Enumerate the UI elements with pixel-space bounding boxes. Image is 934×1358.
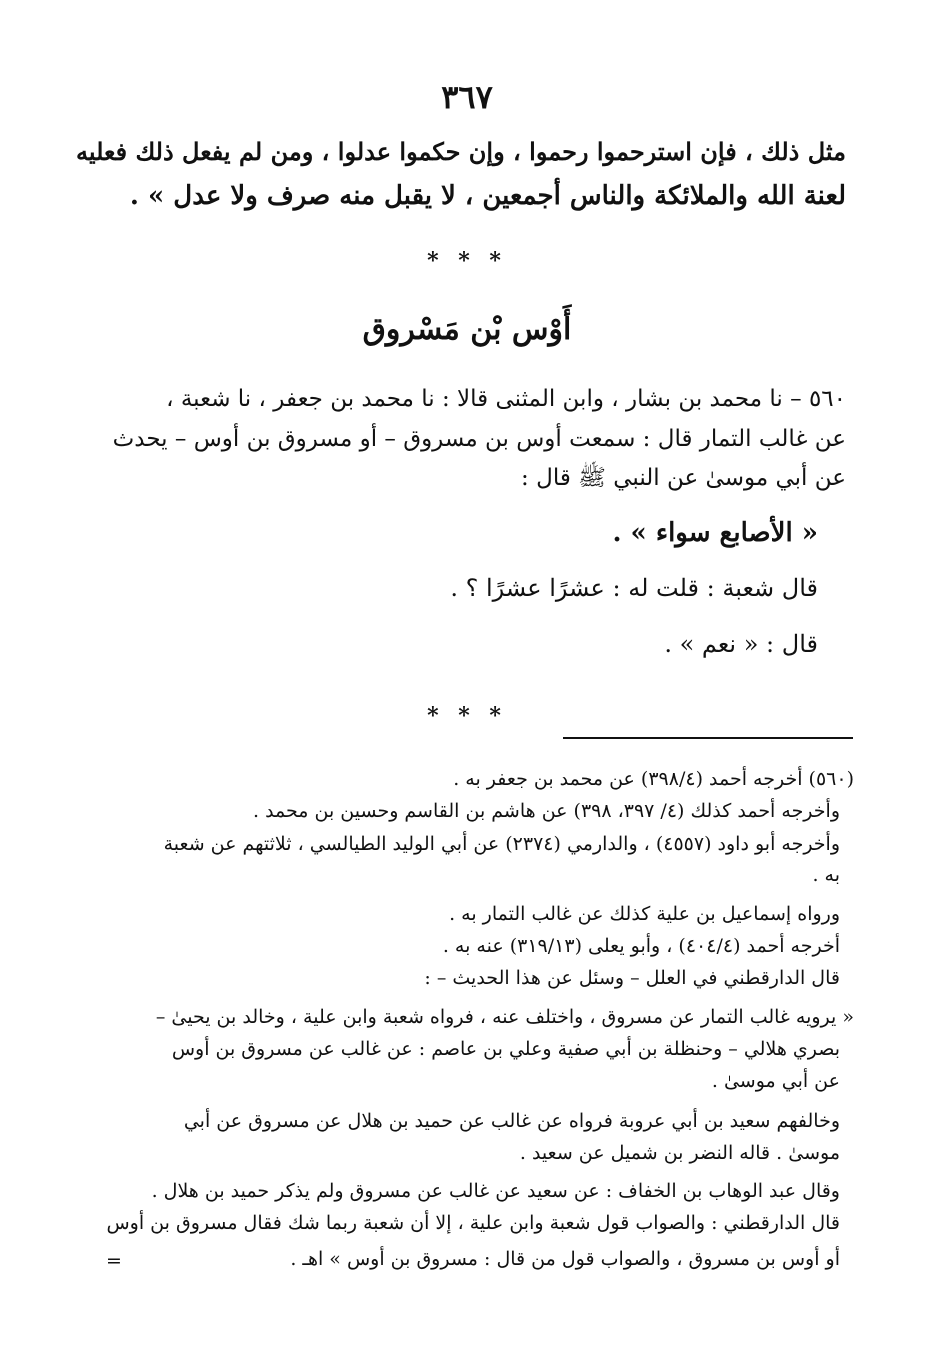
separator-stars-1: * * *	[427, 248, 507, 274]
hadith-quote: « الأصابع سواء » .	[612, 518, 818, 548]
footnote-line-15: أو أوس بن مسروق ، والصواب قول من قال : مسروق بن أوس » اهـ .	[290, 1248, 840, 1270]
section-title: أَوْس بْن مَسْروق	[362, 312, 572, 347]
footnote-line-6: أخرجه أحمد (٤٠٤/٤) ، وأبو يعلى (٣١٩/١٣) عنه به .	[442, 935, 840, 957]
footnote-line-13: وقال عبد الوهاب بن الخفاف : عن سعيد عن غالب عن مسروق ولم يذكر حميد بن هلال .	[151, 1180, 840, 1202]
footnote-line-11: وخالفهم سعيد بن أبي عروبة فرواه عن غالب عن حميد بن هلال عن مسروق عن أبي	[183, 1110, 840, 1132]
footnote-line-8: « يرويه غالب التمار عن مسروق ، واختلف عنه ، فرواه شعبة وابن علية ، وخالد بن يحيىٰ –	[155, 1006, 854, 1028]
footnote-line-9: بصري هلالي – وحنظلة بن أبي صفية وعلي بن عاصم : عن غالب عن مسروق بن أوس	[171, 1038, 840, 1060]
footnote-divider	[563, 737, 853, 739]
shuba-question: قال شعبة : قلت له : عشرًا عشرًا ؟ .	[450, 574, 818, 602]
footnote-line-10: عن أبي موسىٰ .	[711, 1070, 840, 1092]
footnote-line-1: (٥٦٠) أخرجه أحمد (٣٩٨/٤) عن محمد بن جعفر به .	[453, 768, 854, 790]
footnote-line-5: ورواه إسماعيل بن علية كذلك عن غالب التمار به .	[449, 903, 840, 925]
footnote-line-12: موسىٰ . قاله النضر بن شميل عن سعيد .	[519, 1142, 840, 1164]
intro-line-2: لعنة الله والملائكة والناس أجمعين ، لا يقبل منه صرف ولا عدل » .	[129, 181, 846, 211]
hadith-line-3: عن أبي موسىٰ عن النبي ﷺ قال :	[521, 465, 846, 491]
hadith-line-2: عن غالب التمار قال : سمعت أوس بن مسروق – أو مسروق بن أوس – يحدث	[112, 426, 846, 452]
continuation-mark: =	[106, 1250, 122, 1272]
footnote-line-4: به .	[812, 864, 840, 886]
footnote-line-7: قال الدارقطني في العلل – وسئل عن هذا الحديث – :	[424, 967, 840, 989]
page-number: ٣٦٧	[441, 78, 493, 116]
footnote-line-14: قال الدارقطني : والصواب قول شعبة وابن علية ، إلا أن شعبة ربما شك فقال مسروق بن أوس	[106, 1212, 840, 1234]
intro-line-1: مثل ذلك ، فإن استرحموا رحموا ، وإن حكموا عدلوا ، ومن لم يفعل ذلك فعليه	[75, 137, 846, 166]
hadith-line-1: ٥٦٠ – نا محمد بن بشار ، وابن المثنى قالا : نا محمد بن جعفر ، نا شعبة ،	[166, 386, 846, 412]
footnote-line-3: وأخرجه أبو داود (٤٥٥٧) ، والدارمي (٢٣٧٤) عن أبي الوليد الطيالسي ، ثلاثتهم عن شعبة	[163, 833, 840, 855]
separator-stars-2: * * *	[427, 703, 507, 729]
answer-line: قال : « نعم » .	[664, 630, 818, 658]
footnote-line-2: وأخرجه أحمد كذلك (٤/ ٣٩٧، ٣٩٨) عن هاشم بن القاسم وحسين بن محمد .	[253, 800, 840, 822]
